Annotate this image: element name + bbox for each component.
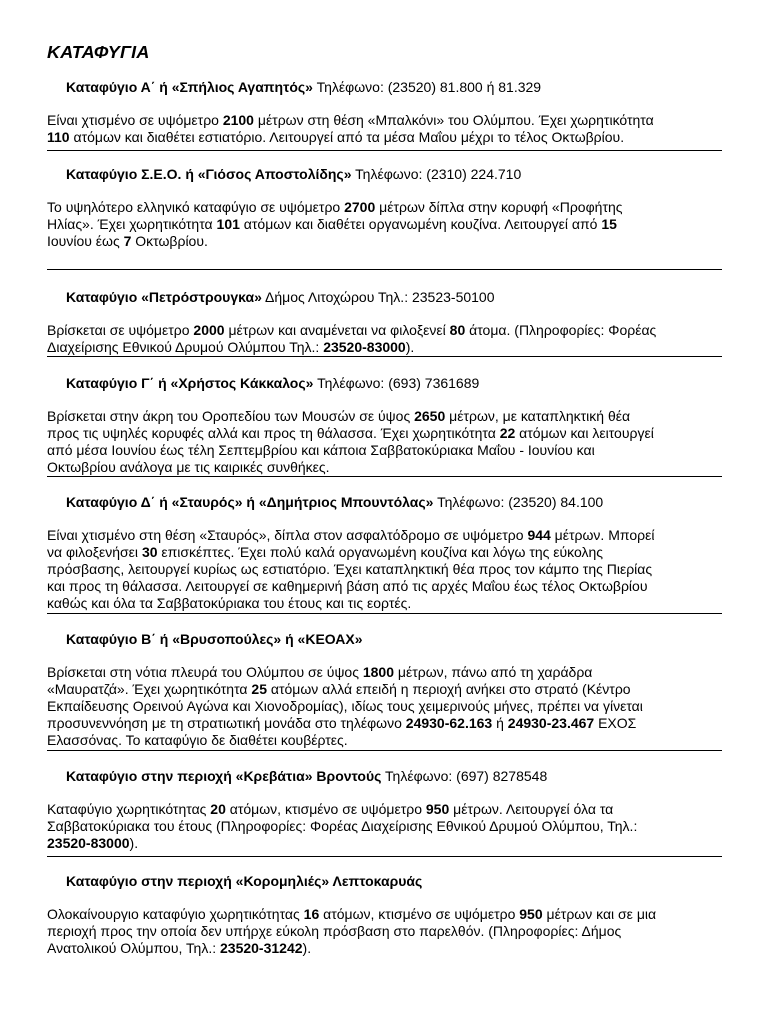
- text-run: Είναι χτισμένο στη θέση «Σταυρός», δίπλα στον ασφαλτόδρομο σε υψόμετρο: [47, 527, 528, 543]
- description-line: [47, 732, 722, 749]
- text-run: Διαχείρισης Εθνικού Δρυμού Ολύμπου Τηλ.:: [47, 339, 324, 355]
- text-run: «Μαυρατζά». Έχει χωρητικότητα: [47, 681, 252, 697]
- section-divider: [47, 476, 722, 477]
- text-run: Οκτωβρίου.: [131, 233, 208, 249]
- text-run: να φιλοξενήσει: [47, 544, 142, 560]
- description-line: [47, 664, 722, 681]
- text-run: Βρίσκεται σε υψόμετρο: [47, 322, 194, 338]
- refuge-heading: [47, 631, 722, 648]
- description-line: [47, 459, 722, 476]
- text-run: Οκτωβρίου ανάλογα με τις καιρικές συνθήκες.: [47, 459, 330, 475]
- text-run: Καταφύγιο χωρητικότητας: [47, 801, 211, 817]
- refuge-contact: Τηλέφωνο: (23520) 84.100: [437, 494, 604, 510]
- refuge-heading: [47, 79, 722, 96]
- highlighted-value: 25: [251, 681, 267, 697]
- description-line: [47, 408, 722, 425]
- highlighted-value: 24930-62.163: [405, 715, 493, 731]
- refuge-description: [47, 322, 722, 356]
- refuge-entry: [47, 873, 722, 957]
- description-line: [47, 835, 722, 852]
- refuge-heading: [47, 494, 722, 511]
- text-run: Το υψηλότερο ελληνικό καταφύγιο σε υψόμετρο: [47, 199, 345, 215]
- refuge-heading: [47, 166, 722, 183]
- description-line: [47, 561, 722, 578]
- description-line: [47, 425, 722, 442]
- description-line: [47, 527, 722, 544]
- description-line: [47, 923, 722, 940]
- page-title: ΚΑΤΑΦΥΓΙΑ: [47, 42, 150, 62]
- text-run: μέτρων. Λειτουργεί όλα τα: [449, 801, 614, 817]
- text-run: ).: [302, 940, 312, 956]
- highlighted-value: 2650: [414, 408, 446, 424]
- refuge-heading: [47, 768, 722, 785]
- highlighted-value: 15: [601, 216, 617, 232]
- highlighted-value: 22: [499, 425, 516, 441]
- refuge-entry: [47, 289, 722, 356]
- description-line: [47, 442, 722, 459]
- description-line: [47, 940, 722, 957]
- refuge-name: Καταφύγιο Β΄ ή «Βρυσοπούλες» ή «ΚΕΟΑΧ»: [66, 631, 363, 647]
- refuge-description: [47, 664, 722, 749]
- refuge-entry: [47, 768, 722, 852]
- section-divider: [47, 856, 722, 857]
- description-line: [47, 544, 722, 561]
- description-line: [47, 233, 722, 250]
- text-run: και προς τη θάλασσα. Λειτουργεί σε καθημερινή βάση από τις αρχές Μαΐου έως τέλος Οκτωβρίου: [47, 578, 648, 594]
- description-line: [47, 681, 722, 698]
- description-line: [47, 715, 722, 732]
- text-run: ατόμων, κτισμένο σε υψόμετρο: [225, 801, 426, 817]
- text-run: προσυνεννόηση με τη στρατιωτική μονάδα στο τηλέφωνο: [47, 715, 406, 731]
- text-run: ατόμων και λειτουργεί: [515, 425, 654, 441]
- description-line: [47, 906, 722, 923]
- highlighted-value: 950: [519, 906, 543, 922]
- refuge-contact: Τηλέφωνο: (693) 7361689: [317, 375, 480, 391]
- section-divider: [47, 269, 722, 270]
- refuge-heading: [47, 873, 722, 890]
- text-run: μέτρων στη θέση «Μπαλκόνι» του Ολύμπου. Έχει χωρητικότητα: [253, 112, 654, 128]
- refuge-contact: Τηλέφωνο: (697) 8278548: [385, 768, 548, 784]
- text-run: ατόμων και διαθέτει οργανωμένη κουζίνα. Λειτουργεί από: [239, 216, 602, 232]
- highlighted-value: 950: [425, 801, 450, 817]
- text-run: μέτρων και αναμένεται να φιλοξενεί: [224, 322, 450, 338]
- highlighted-value: 1800: [362, 664, 395, 680]
- refuge-description: [47, 527, 722, 612]
- text-run: Ιουνίου έως: [47, 233, 124, 249]
- refuge-entry: [47, 494, 722, 612]
- description-line: [47, 595, 722, 612]
- description-line: [47, 129, 722, 146]
- text-run: Ολοκαίνουργιο καταφύγιο χωρητικότητας: [47, 906, 304, 922]
- text-run: ή: [492, 715, 508, 731]
- text-run: Βρίσκεται στη νότια πλευρά του Ολύμπου σε ύψος: [47, 664, 363, 680]
- text-run: ΕΧΟΣ: [594, 715, 637, 731]
- refuge-description: [47, 112, 722, 146]
- text-run: Σαββατοκύριακα του έτους (Πληροφορίες: Φορέας Διαχείρισης Εθνικού Δρυμού Ολύμπου, Τηλ.:: [47, 818, 638, 834]
- section-divider: [47, 150, 722, 151]
- text-run: μέτρων. Μπορεί: [550, 527, 655, 543]
- refuge-entry: [47, 631, 722, 749]
- highlighted-value: 101: [216, 216, 240, 232]
- highlighted-value: 80: [449, 322, 466, 338]
- highlighted-value: 16: [303, 906, 320, 922]
- section-divider: [47, 613, 722, 614]
- refuge-heading: [47, 289, 722, 306]
- text-run: Ελασσόνας. Το καταφύγιο δε διαθέτει κουβέρτες.: [47, 732, 348, 748]
- text-run: μέτρων και σε μια: [542, 906, 657, 922]
- highlighted-value: 24930-23.467: [507, 715, 595, 731]
- description-line: [47, 801, 722, 818]
- text-run: μέτρων, πάνω από τη χαράδρα: [394, 664, 593, 680]
- text-run: άτομα. (Πληροφορίες: Φορέας: [465, 322, 657, 338]
- refuge-heading: [47, 375, 722, 392]
- refuge-description: [47, 801, 722, 852]
- refuge-contact: Τηλέφωνο: (2310) 224.710: [355, 166, 522, 182]
- highlighted-value: 2000: [193, 322, 225, 338]
- text-run: ατόμων, κτισμένο σε υψόμετρο: [319, 906, 520, 922]
- refuge-contact: Δήμος Λιτοχώρου Τηλ.: 23523-50100: [264, 289, 495, 305]
- highlighted-value: 2100: [222, 112, 254, 128]
- refuge-description: [47, 408, 722, 476]
- refuge-entry: [47, 375, 722, 476]
- text-run: Ηλίας». Έχει χωρητικότητα: [47, 216, 217, 232]
- highlighted-value: 23520-83000: [323, 339, 406, 355]
- text-run: πρόσβασης, λειτουργεί κυρίως ως εστιατόριο. Έχει καταπληκτική θέα προς τον κάμπο της Πιερίας: [47, 561, 653, 577]
- refuge-entry: [47, 166, 722, 250]
- highlighted-value: 20: [210, 801, 226, 817]
- highlighted-value: 110: [47, 129, 70, 145]
- refuge-name: Καταφύγιο στην περιοχή «Κορομηλιές» Λεπτοκαρυάς: [66, 873, 423, 889]
- text-run: ατόμων και διαθέτει εστιατόριο. Λειτουργεί από τα μέσα Μαΐου μέχρι το τέλος Οκτωβρίου.: [69, 129, 625, 145]
- text-run: Είναι χτισμένο σε υψόμετρο: [47, 112, 223, 128]
- text-run: Εκπαίδευσης Ορεινού Αγώνα και Χιονοδρομίας), ιδίως τους χειμερινούς μήνες, πρέπει να γίνεται: [47, 698, 643, 714]
- refuge-name: Καταφύγιο στην περιοχή «Κρεβάτια» Βροντούς: [66, 768, 382, 784]
- description-line: [47, 339, 722, 356]
- description-line: [47, 578, 722, 595]
- description-line: [47, 818, 722, 835]
- text-run: ).: [129, 835, 139, 851]
- refuge-name: Καταφύγιο «Πετρόστρουγκα»: [66, 289, 262, 305]
- refuge-name: Καταφύγιο Σ.Ε.Ο. ή «Γιόσος Αποστολίδης»: [66, 166, 352, 182]
- highlighted-value: 7: [123, 233, 132, 249]
- section-divider: [47, 750, 722, 751]
- refuge-description: [47, 906, 722, 957]
- description-line: [47, 199, 722, 216]
- text-run: επισκέπτες. Έχει πολύ καλά οργανωμένη κουζίνα και λόγω της εύκολης: [157, 544, 604, 560]
- description-line: [47, 698, 722, 715]
- refuge-name: Καταφύγιο Δ΄ ή «Σταυρός» ή «Δημήτριος Μπουντόλας»: [66, 494, 434, 510]
- highlighted-value: 944: [527, 527, 551, 543]
- description-line: [47, 216, 722, 233]
- highlighted-value: 2700: [344, 199, 376, 215]
- refuge-entry: [47, 79, 722, 146]
- text-run: Ανατολικού Ολύμπου, Τηλ.:: [47, 940, 220, 956]
- highlighted-value: 30: [141, 544, 158, 560]
- text-run: ).: [405, 339, 415, 355]
- highlighted-value: 23520-31242: [220, 940, 303, 956]
- text-run: περιοχή προς την οποία δεν υπήρχε εύκολη πρόσβαση στο παρελθόν. (Πληροφορίες: Δήμος: [47, 923, 622, 939]
- text-run: καθώς και όλα τα Σαββατοκύριακα του έτους και τις εορτές.: [47, 595, 412, 611]
- text-run: μέτρων δίπλα στην κορυφή «Προφήτης: [375, 199, 623, 215]
- section-divider: [47, 356, 722, 357]
- text-run: μέτρων, με καταπληκτική θέα: [445, 408, 631, 424]
- refuge-contact: Τηλέφωνο: (23520) 81.800 ή 81.329: [316, 79, 542, 95]
- refuge-name: Καταφύγιο Α΄ ή «Σπήλιος Αγαπητός»: [66, 79, 313, 95]
- text-run: Βρίσκεται στην άκρη του Οροπεδίου των Μουσών σε ύψος: [47, 408, 415, 424]
- text-run: προς τις υψηλές κορυφές αλλά και προς τη θάλασσα. Έχει χωρητικότητα: [47, 425, 500, 441]
- text-run: από μέσα Ιουνίου έως τέλη Σεπτεμβρίου και κάποια Σαββατοκύριακα Μαΐου - Ιουνίου και: [47, 442, 595, 458]
- highlighted-value: 23520-83000: [47, 835, 130, 851]
- refuge-description: [47, 199, 722, 250]
- refuge-name: Καταφύγιο Γ΄ ή «Χρήστος Κάκκαλος»: [66, 375, 314, 391]
- description-line: [47, 322, 722, 339]
- description-line: [47, 112, 722, 129]
- text-run: ατόμων αλλά επειδή η περιοχή ανήκει στο στρατό (Κέντρο: [266, 681, 631, 697]
